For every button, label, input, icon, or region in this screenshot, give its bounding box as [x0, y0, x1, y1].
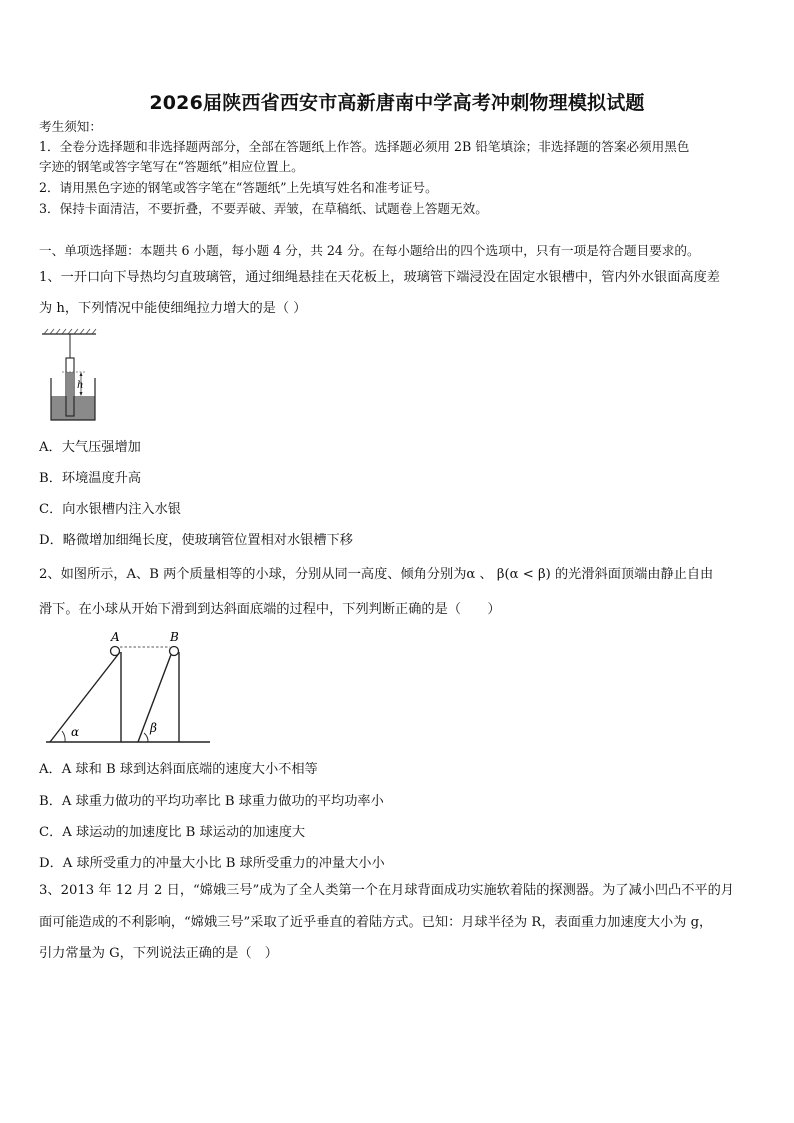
q1-option-b: B．环境温度升高 [39, 471, 142, 486]
q2-stem: 2、如图所示，A、B 两个质量相等的小球，分别从同一高度、倾角分别为α 、 β(α < β) 的光滑斜面顶端由静止自由 [39, 567, 714, 582]
q2-figure-label-b: B [170, 630, 179, 644]
q2-stem: 滑下。在小球从开始下滑到到达斜面底端的过程中，下列判断正确的是（ ） [39, 602, 501, 617]
q2-option-a: A．A 球和 B 球到达斜面底端的速度大小不相等 [39, 762, 318, 777]
q2-option-c: C．A 球运动的加速度比 B 球运动的加速度大 [39, 825, 306, 840]
q1-stem: 1、一开口向下导热均匀直玻璃管，通过细绳悬挂在天花板上，玻璃管下端浸没在固定水银槽中，管内外水银面高度差 [39, 270, 720, 285]
q1-figure-label-h: h [77, 380, 84, 391]
q1-option-d: D．略微增加细绳长度，使玻璃管位置相对水银槽下移 [39, 533, 353, 548]
q3-stem: 引力常量为 G，下列说法正确的是（ ） [39, 946, 278, 961]
q2-figure-label-beta: β [150, 721, 157, 735]
notice-line: 3．保持卡面清洁，不要折叠，不要弄破、弄皱，在草稿纸、试题卷上答题无效。 [39, 201, 488, 216]
notice-heading: 考生须知： [39, 119, 102, 134]
page-title: 2026届陕西省西安市高新唐南中学高考冲刺物理模拟试题 [149, 92, 645, 114]
notice-line: 字迹的钢笔或答字笔写在“答题纸”相应位置上。 [39, 159, 304, 174]
q1-stem: 为 h，下列情况中能使细绳拉力增大的是（ ） [39, 301, 307, 316]
q1-option-c: C．向水银槽内注入水银 [39, 502, 181, 517]
q3-stem: 面可能造成的不利影响，“嫦娥三号”采取了近乎垂直的着陆方式。已知：月球半径为 R，表面重力加速度大小为 g， [39, 915, 713, 930]
q3-stem: 3、2013 年 12 月 2 日，“嫦娥三号”成为了全人类第一个在月球背面成功实施软着陆的探测器。为了减小凹凸不平的月 [39, 883, 734, 898]
q2-figure-label-a: A [111, 630, 120, 644]
section-heading: 一、单项选择题：本题共 6 小题，每小题 4 分，共 24 分。在每小题给出的四个选项中，只有一项是符合题目要求的。 [39, 243, 700, 258]
q1-figure-tube-in-mercury [40, 328, 100, 424]
notice-line: 2．请用黑色字迹的钢笔或答字笔在“答题纸”上先填写姓名和准考证号。 [39, 180, 438, 195]
q1-option-a: A．大气压强增加 [39, 440, 141, 455]
q2-figure-inclines [44, 628, 212, 746]
notice-line: 1．全卷分选择题和非选择题两部分，全部在答题纸上作答。选择题必须用 2B 铅笔填涂；非选择题的答案必须用黑色 [39, 139, 690, 154]
q2-figure-label-alpha: α [71, 725, 80, 739]
q2-option-b: B．A 球重力做功的平均功率比 B 球重力做功的平均功率小 [39, 794, 384, 809]
q2-option-d: D．A 球所受重力的冲量大小比 B 球所受重力的冲量大小小 [39, 856, 385, 871]
